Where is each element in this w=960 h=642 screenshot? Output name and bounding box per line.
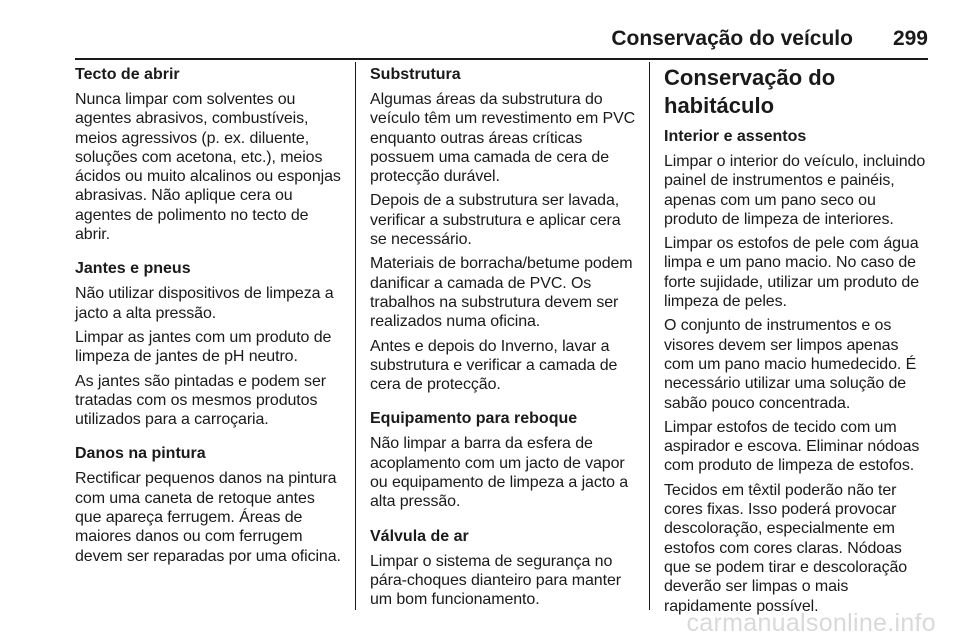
header-rule xyxy=(75,58,928,60)
section-heading: Jantes e pneus xyxy=(75,260,191,278)
paragraph: Não utilizar dispositivos de limpeza a jacto a alta pressão. xyxy=(75,285,334,322)
page-number: 299 xyxy=(892,27,928,50)
paragraph: Limpar o sistema de segurança no pára-choques dianteiro para manter um bom funcionamento. xyxy=(370,552,621,609)
page-header xyxy=(0,26,928,52)
section-heading: Equipamento para reboque xyxy=(370,410,578,428)
paragraph: Antes e depois do Inverno, lavar a substrutura e verificar a camada de cera de protecção. xyxy=(370,337,618,394)
paragraph: Rectificar pequenos danos na pintura com uma caneta de retoque antes que apareça ferrugem. Áreas de maiores danos ou com ferrugem devem ser reparadas por uma oficina. xyxy=(75,470,341,565)
paragraph: Não limpar a barra da esfera de acoplamento com um jacto de vapor ou equipamento de limpeza a jacto a alta pressão. xyxy=(370,435,629,511)
paragraph: Limpar o interior do veículo, incluindo painel de instrumentos e painéis, apenas com um pano seco ou produto de limpeza de interiores. xyxy=(664,153,926,228)
chapter-title: Conservação do habitáculo xyxy=(664,65,836,118)
paragraph: O conjunto de instrumentos e os visores devem ser limpos apenas com um pano macio humedecido. É necessário utilizar uma solução de sabão pouco concentrada. xyxy=(664,317,917,412)
paragraph: Algumas áreas da substrutura do veículo têm um revestimento em PVC enquanto outras áreas críticas possuem uma camada de cera de protecção durável. xyxy=(370,91,636,186)
page-header-title: Conservação do veículo xyxy=(611,27,853,50)
column-divider-1 xyxy=(355,62,356,610)
paragraph: Nunca limpar com solventes ou agentes abrasivos, combustíveis, meios agressivos (p. ex. diluente, soluções com acetona, etc.), meios ácidos ou muito alcalinos ou esponjas abrasivas. Não aplique cera ou agentes de polimento no tecto de abrir. xyxy=(75,91,341,244)
section-heading: Válvula de ar xyxy=(370,527,469,545)
paragraph: Limpar os estofos de pele com água limpa e um pano macio. No caso de forte sujidade, utilizar um produto de limpeza de peles. xyxy=(664,235,920,311)
column-3 xyxy=(664,64,932,621)
section-heading: Substrutura xyxy=(370,66,461,83)
paragraph: Materiais de borracha/betume podem danificar a camada de PVC. Os trabalhos na substrutura devem ser realizados numa oficina. xyxy=(370,255,633,331)
section-heading: Tecto de abrir xyxy=(75,66,180,83)
watermark: carmanualsonline.info xyxy=(686,609,936,637)
column-1 xyxy=(75,64,343,571)
paragraph: Limpar as jantes com um produto de limpeza de jantes de pH neutro. xyxy=(75,328,332,366)
paragraph: As jantes são pintadas e podem ser tratadas com os mesmos produtos utilizados para a carroçaria. xyxy=(75,372,326,429)
column-2 xyxy=(370,64,638,615)
section-heading: Interior e assentos xyxy=(664,128,807,145)
section-heading: Danos na pintura xyxy=(75,445,206,463)
paragraph: Depois de a substrutura ser lavada, verificar a substrutura e aplicar cera se necessário. xyxy=(370,192,621,249)
paragraph: Limpar estofos de tecido com um aspirador e escova. Eliminar nódoas com produto de limpeza de estofos. xyxy=(664,418,920,475)
paragraph: Tecidos em têxtil poderão não ter cores fixas. Isso poderá provocar descoloração, especialmente em estofos com cores claras. Nódoas que se podem tirar e descoloração deverão ser limpas o mais rapidamente possível. xyxy=(664,481,908,615)
column-divider-2 xyxy=(649,62,650,610)
